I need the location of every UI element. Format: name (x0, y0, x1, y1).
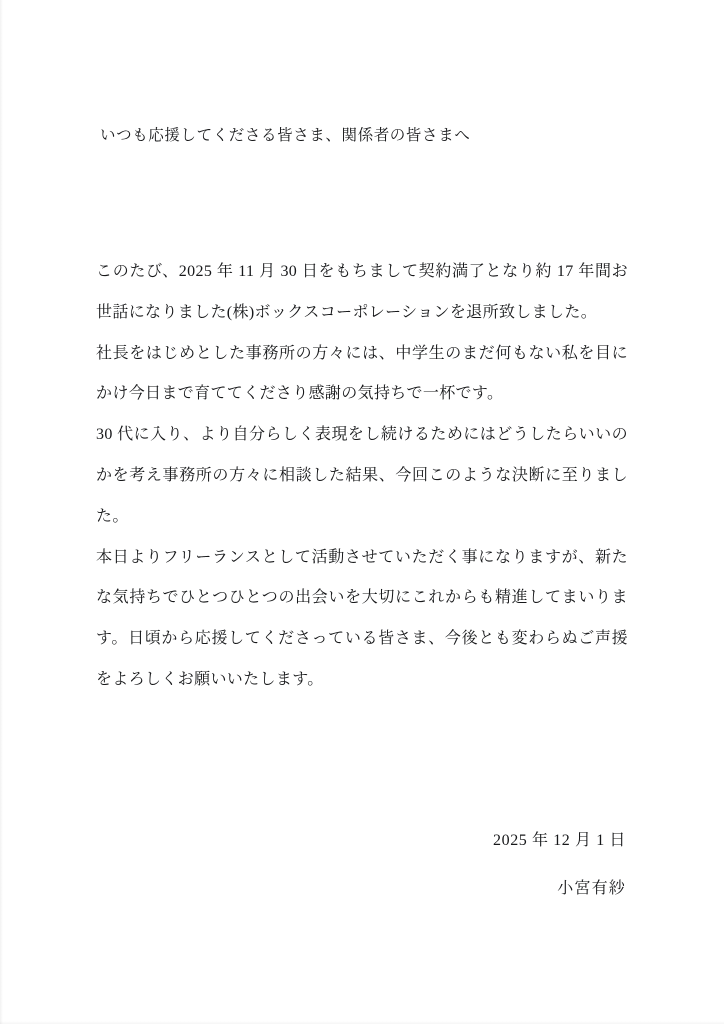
paragraph: 本日よりフリーランスとして活動させていただく事になりますが、新たな気持ちでひとつひとつの出会いを大切にこれからも精進してまいります。日頃から応援してくださっている皆さま、今後とも変わらぬご声援をよろしくお願いいたします。 (96, 548, 628, 688)
document-body (96, 0, 628, 1024)
date-line: 2025 年 12 月 1 日 (493, 832, 626, 849)
paragraph: このたび、2025 年 11 月 30 日をもちまして契約満了となり約 17 年間お世話になりました(株)ボックスコーポレーションを退所致しました。 (96, 263, 628, 321)
page-edge-shading-left (0, 0, 3, 1024)
salutation-line: いつも応援してくださる皆さま、関係者の皆さまへ (100, 127, 471, 144)
signature-name: 小宮有紗 (557, 879, 626, 897)
paragraph-list (96, 252, 628, 701)
paragraph: 社長をはじめとした事務所の方々には、中学生のまだ何もない私を目にかけ今日まで育ててくださり感謝の気持ちで一杯です。 (96, 344, 628, 403)
closing-block (96, 828, 626, 901)
paragraph: 30 代に入り、より自分らしく表現をし続けるためにはどうしたらいいのかを考え事務所の方々に相談した結果、今回このような決断に至りました。 (96, 426, 628, 525)
